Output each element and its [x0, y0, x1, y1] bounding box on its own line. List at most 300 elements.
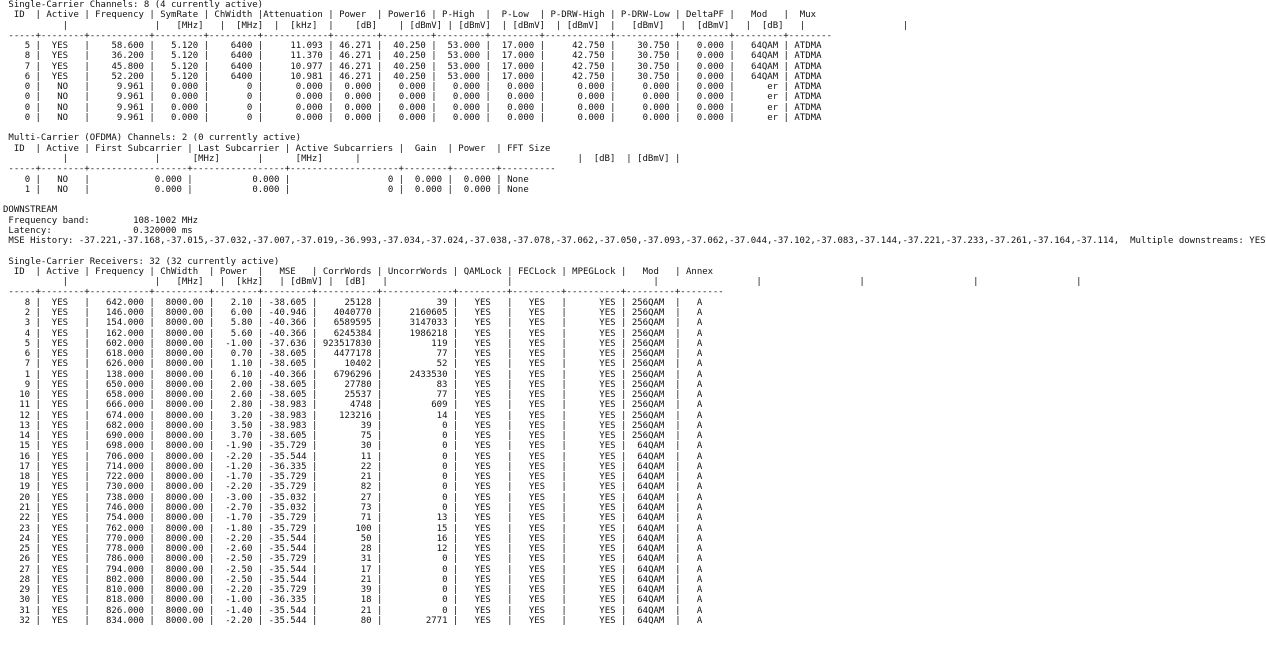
column-header: [MHz] — [176, 277, 204, 288]
table-cell: A — [696, 585, 703, 596]
table-cell: 64QAM — [637, 472, 665, 483]
table-cell: 762.000 — [106, 523, 144, 534]
table-cell: -40.366 — [268, 328, 307, 339]
table-cell: YES — [599, 574, 616, 585]
table-cell: 64QAM — [637, 595, 665, 606]
table-cell: 64QAM — [637, 544, 665, 555]
table-cell: YES — [528, 585, 546, 596]
table-cell: A — [696, 297, 703, 308]
table-cell: 0.000 — [295, 82, 323, 93]
table-cell: YES — [51, 585, 69, 596]
column-header: P-High — [442, 10, 475, 21]
table-cell: 256QAM — [631, 359, 665, 370]
table-cell: 12 — [19, 410, 31, 421]
table-cell: 64QAM — [751, 41, 779, 52]
table-cell: 3.50 — [230, 420, 253, 431]
table-cell: A — [696, 595, 703, 606]
table-row: 0 | NO | 9.961 | 0.000 | 0 | 0.000 | 0.000 | 0.000 | 0.000 | 0.000 | 0.000 | 0.000 | 0.000 | er | ATDMA — [24, 102, 822, 113]
table-cell: YES — [599, 307, 616, 318]
table-cell: YES — [51, 492, 69, 503]
table-cell: 658.000 — [106, 390, 144, 401]
table-cell: YES — [474, 461, 491, 472]
column-header: Active — [46, 266, 79, 277]
column-header: [dBmV] — [512, 20, 546, 31]
table-cell: A — [696, 318, 703, 329]
table-cell: YES — [474, 503, 491, 514]
table-cell: 4748 — [349, 400, 372, 411]
table-row: 31 | YES | 826.000 | 8000.00 | -1.40 | -35.544 | 21 | 0 | YES | YES | YES | 64QAM | A — [19, 605, 703, 616]
table-cell: 0.000 — [171, 82, 199, 93]
table-cell: 8000.00 — [165, 400, 204, 411]
table-cell: YES — [474, 431, 491, 442]
table-row: 4 | YES | 162.000 | 8000.00 | 5.60 | -40.366 | 6245384 | 1986218 | YES | YES | YES | 256QAM | A — [24, 328, 703, 339]
table-cell: 64QAM — [637, 523, 665, 534]
table-cell: 0.000 — [295, 92, 323, 103]
table-cell: A — [696, 369, 703, 380]
table-cell: YES — [599, 400, 616, 411]
table-cell: YES — [474, 523, 491, 534]
upstream_ofdma-units: | | [MHz] | [MHz] | | [dB] | [dBmV] | — [62, 153, 681, 164]
table-cell: 0 — [246, 82, 253, 93]
table-cell: 1 — [24, 184, 31, 195]
table-cell: 71 — [360, 513, 372, 524]
column-header: [dBmV] — [458, 20, 491, 31]
blank — [3, 123, 1266, 133]
table-cell: ATDMA — [794, 51, 822, 62]
table-cell: 0.000 — [642, 82, 670, 93]
table-row: 0 | NO | 9.961 | 0.000 | 0 | 0.000 | 0.000 | 0.000 | 0.000 | 0.000 | 0.000 | 0.000 | 0.000 | er | ATDMA — [24, 92, 822, 103]
table-cell: YES — [528, 307, 546, 318]
table-cell: 256QAM — [631, 390, 665, 401]
table-cell: 256QAM — [631, 369, 665, 380]
table-cell: 64QAM — [637, 605, 665, 616]
column-header: [dB] — [761, 20, 784, 31]
table-row: 25 | YES | 778.000 | 8000.00 | -2.60 | -35.544 | 28 | 12 | YES | YES | YES | 64QAM | A — [19, 544, 703, 555]
table-cell: ATDMA — [794, 112, 822, 123]
table-cell: YES — [51, 605, 69, 616]
table-cell: 0.000 — [696, 61, 724, 72]
column-header: ID — [13, 10, 25, 21]
table-cell: A — [696, 554, 703, 565]
column-header: Power — [219, 266, 247, 277]
table-cell: 40.250 — [393, 41, 426, 52]
table-cell: 8000.00 — [165, 533, 204, 544]
table-cell: YES — [528, 369, 546, 380]
table-cell: 16 — [19, 451, 31, 462]
table-cell: 0.000 — [344, 82, 372, 93]
table-cell: 8000.00 — [165, 328, 204, 339]
table-cell: 14 — [436, 410, 448, 421]
table-cell: 8000.00 — [165, 349, 204, 360]
table-cell: A — [696, 431, 703, 442]
table-cell: A — [696, 461, 703, 472]
table-cell: 0.000 — [696, 102, 724, 113]
table-cell: 40.250 — [393, 51, 426, 62]
mse-history-values: -37.221,-37.168,-37.015,-37.032,-37.007,-37.019,-36.993,-37.034,-37.024,-37.038,-37.078,-37.062,-37.050,-37.093,-37.062,-37.044,-37.102,-37.083,-37.144,-37.221,-37.233,-37.261,-37.164,-37.114, — [78, 236, 1120, 247]
section-title: Multi-Carrier (OFDMA) Channels: 2 (0 currently active) — [8, 133, 302, 144]
table-cell: YES — [599, 492, 616, 503]
table-cell: 810.000 — [106, 585, 144, 596]
column-header: ID — [13, 143, 25, 154]
table-cell: 80 — [360, 615, 372, 626]
table-cell: 19 — [19, 482, 31, 493]
table-cell: 0.70 — [230, 349, 253, 360]
table-cell: 8000.00 — [165, 431, 204, 442]
table-cell: 0.000 — [452, 112, 480, 123]
table-cell: 256QAM — [631, 349, 665, 360]
table-cell: 8000.00 — [165, 441, 204, 452]
table-cell: 0.000 — [577, 102, 605, 113]
table-cell: YES — [599, 318, 616, 329]
table-row: 1 | NO | 0.000 | 0.000 | 0 | 0.000 | 0.000 | None — [24, 184, 529, 195]
table-cell: 30.750 — [637, 71, 670, 82]
table-cell: YES — [599, 503, 616, 514]
table-cell: -35.729 — [268, 472, 307, 483]
table-cell: 2.60 — [230, 390, 253, 401]
table-cell: 46.271 — [339, 51, 372, 62]
table-cell: 256QAM — [631, 431, 665, 442]
table-cell: 31 — [19, 605, 31, 616]
table-cell: YES — [474, 318, 491, 329]
table-cell: YES — [474, 359, 491, 370]
table-cell: YES — [51, 574, 69, 585]
table-cell: 642.000 — [106, 297, 144, 308]
table-cell: 4040770 — [333, 307, 372, 318]
table-cell: 0 — [442, 431, 448, 442]
table-cell: YES — [528, 574, 546, 585]
table-cell: 2.10 — [230, 297, 253, 308]
table-cell: 46.271 — [339, 61, 372, 72]
table-cell: 17 — [19, 461, 31, 472]
table-cell: 100 — [355, 523, 372, 534]
table-cell: YES — [599, 349, 616, 360]
column-header: [MHz] — [192, 153, 220, 164]
table-cell: 666.000 — [106, 400, 144, 411]
table-cell: 9.961 — [116, 102, 144, 113]
frequency-band-value: 108-1002 MHz — [133, 215, 199, 226]
table-cell: YES — [599, 338, 616, 349]
table-cell: YES — [51, 461, 69, 472]
table-cell: YES — [474, 605, 491, 616]
table-cell: 3147033 — [409, 318, 448, 329]
table-cell: ATDMA — [794, 92, 822, 103]
table-cell: YES — [51, 400, 69, 411]
table-cell: YES — [599, 533, 616, 544]
table-cell: 2771 — [425, 615, 448, 626]
column-header: First Subcarrier — [95, 143, 182, 154]
table-cell: YES — [474, 307, 491, 318]
table-row: 7 | YES | 45.800 | 5.120 | 6400 | 10.977 | 46.271 | 40.250 | 53.000 | 17.000 | 42.750 | 30.750 | 0.000 | 64QAM | ATDMA — [24, 61, 822, 72]
frequency-band-label: Frequency band: — [8, 215, 90, 226]
table-cell: -40.366 — [268, 369, 307, 380]
table-cell: YES — [51, 533, 69, 544]
table-cell: 10.977 — [290, 61, 323, 72]
table-cell: 0 — [246, 112, 253, 123]
table-cell: YES — [51, 359, 69, 370]
column-header: Power — [458, 143, 486, 154]
table-row: 26 | YES | 786.000 | 8000.00 | -2.50 | -35.729 | 31 | 0 | YES | YES | YES | 64QAM | A — [19, 554, 703, 565]
table-cell: 11.093 — [290, 41, 323, 52]
table-cell: -35.544 — [268, 544, 307, 555]
table-cell: YES — [528, 554, 546, 565]
table-cell: 6796296 — [333, 369, 372, 380]
upstream_sc-units: | | [MHz] | [MHz] | [kHz] | [dB] | [dBmV] | [dBmV] | [dBmV] | [dBmV] | [dBmV] | [dBmV] | [dB] | | — [62, 20, 909, 31]
table-cell: 28 — [19, 574, 31, 585]
table-cell: A — [696, 513, 703, 524]
table-cell: 0.000 — [398, 82, 426, 93]
table-cell: -1.70 — [225, 472, 253, 483]
table-cell: YES — [528, 441, 546, 452]
table-cell: 256QAM — [631, 297, 665, 308]
table-cell: 8000.00 — [165, 338, 204, 349]
table-cell: 45.800 — [111, 61, 144, 72]
table-cell: -38.983 — [268, 420, 307, 431]
table-cell: YES — [599, 482, 616, 493]
table-cell: A — [696, 615, 703, 626]
table-cell: 64QAM — [637, 615, 665, 626]
column-header: [MHz] — [236, 20, 264, 31]
table-cell: 46.271 — [339, 41, 372, 52]
column-header: DeltaPF — [685, 10, 724, 21]
table-cell: YES — [474, 564, 491, 575]
table-cell: 0.000 — [398, 102, 426, 113]
table-row: 12 | YES | 674.000 | 8000.00 | 3.20 | -38.983 | 123216 | 14 | YES | YES | YES | 256QAM | A — [19, 410, 703, 421]
table-cell: 8000.00 — [165, 554, 204, 565]
table-cell: -2.20 — [225, 482, 253, 493]
table-cell: YES — [599, 297, 616, 308]
table-cell: A — [696, 390, 703, 401]
table-cell: 0.000 — [171, 112, 199, 123]
table-cell: 0.000 — [696, 112, 724, 123]
table-cell: -35.729 — [268, 441, 307, 452]
table-cell: -35.032 — [268, 503, 307, 514]
table-cell: 64QAM — [751, 61, 779, 72]
table-cell: 4 — [24, 328, 31, 339]
table-cell: 5.120 — [171, 51, 199, 62]
table-cell: YES — [599, 379, 616, 390]
table-cell: YES — [528, 390, 546, 401]
table-cell: 3.70 — [230, 431, 253, 442]
table-cell: A — [696, 328, 703, 339]
table-cell: 8 — [24, 297, 31, 308]
table-cell: 1 — [24, 369, 31, 380]
table-cell: 6400 — [230, 71, 253, 82]
table-cell: YES — [474, 420, 491, 431]
table-row: 30 | YES | 818.000 | 8000.00 | -1.00 | -36.335 | 18 | 0 | YES | YES | YES | 64QAM | A — [19, 595, 703, 606]
table-cell: -2.60 — [225, 544, 253, 555]
table-cell: -38.605 — [268, 359, 307, 370]
table-cell: 64QAM — [637, 492, 665, 503]
table-cell: A — [696, 605, 703, 616]
column-header: Gain — [414, 143, 437, 154]
table-cell: 8000.00 — [165, 297, 204, 308]
column-header: Power — [339, 10, 367, 21]
table-row: 27 | YES | 794.000 | 8000.00 | -2.50 | -35.544 | 17 | 0 | YES | YES | YES | 64QAM | A — [19, 564, 703, 575]
table-cell: YES — [51, 379, 69, 390]
table-cell: 31 — [360, 554, 372, 565]
table-cell: YES — [528, 461, 546, 472]
table-cell: 2.80 — [230, 400, 253, 411]
table-cell: 64QAM — [637, 554, 665, 565]
table-cell: YES — [474, 349, 491, 360]
table-cell: 0.000 — [696, 71, 724, 82]
table-row: 13 | YES | 682.000 | 8000.00 | 3.50 | -38.983 | 39 | 0 | YES | YES | YES | 256QAM | A — [19, 420, 703, 431]
table-cell: 256QAM — [631, 338, 665, 349]
table-cell: -40.366 — [268, 318, 307, 329]
table-row: 5 | YES | 602.000 | 8000.00 | -1.00 | -37.636 | 923517830 | 119 | YES | YES | YES | 256QAM | A — [24, 338, 703, 349]
table-cell: NO — [57, 184, 69, 195]
column-header: P-Low — [501, 10, 529, 21]
table-cell: 20 — [19, 492, 31, 503]
table-cell: 698.000 — [106, 441, 144, 452]
table-cell: A — [696, 307, 703, 318]
table-cell: 9.961 — [116, 82, 144, 93]
table-cell: 10 — [19, 390, 31, 401]
table-cell: 256QAM — [631, 400, 665, 411]
column-header: Frequency — [95, 266, 144, 277]
table-cell: 64QAM — [751, 51, 779, 62]
table-cell: YES — [528, 379, 546, 390]
table-cell: 2160605 — [409, 307, 448, 318]
table-cell: YES — [51, 595, 69, 606]
table-cell: -2.20 — [225, 585, 253, 596]
table-row: 9 | YES | 650.000 | 8000.00 | 2.00 | -38.605 | 27780 | 83 | YES | YES | YES | 256QAM | A — [24, 379, 703, 390]
table-cell: 754.000 — [106, 513, 144, 524]
table-cell: 64QAM — [637, 574, 665, 585]
table-cell: YES — [474, 410, 491, 421]
table-cell: 674.000 — [106, 410, 144, 421]
table-cell: YES — [51, 410, 69, 421]
table-cell: 82 — [360, 482, 372, 493]
table-cell: YES — [51, 544, 69, 555]
table-cell: -3.00 — [225, 492, 253, 503]
table-cell: -35.729 — [268, 513, 307, 524]
table-cell: 26 — [19, 554, 31, 565]
table-row: 0 | NO | 9.961 | 0.000 | 0 | 0.000 | 0.000 | 0.000 | 0.000 | 0.000 | 0.000 | 0.000 | 0.000 | er | ATDMA — [24, 112, 822, 123]
table-cell: YES — [51, 349, 69, 360]
table-row: 23 | YES | 762.000 | 8000.00 | -1.80 | -35.729 | 100 | 15 | YES | YES | YES | 64QAM | A — [19, 523, 703, 534]
downstream_sc-separator: -----+--------+-----------+----------+--------+---------+-----------+-------------+---------+---------+----------+---------+-------- — [3, 287, 724, 298]
table-cell: 0 — [387, 174, 394, 185]
table-cell: YES — [474, 544, 491, 555]
table-cell: 0.000 — [398, 92, 426, 103]
column-header: Mod — [751, 10, 768, 21]
table-cell: 3.20 — [230, 410, 253, 421]
downstream_sc-title — [3, 257, 1266, 267]
table-cell: -2.50 — [225, 564, 253, 575]
table-cell: YES — [51, 420, 69, 431]
table-cell: YES — [474, 513, 491, 524]
table-cell: YES — [528, 400, 546, 411]
column-header: P-DRW-High — [550, 10, 605, 21]
table-cell: 53.000 — [447, 71, 481, 82]
table-cell: 6400 — [230, 51, 253, 62]
table-cell: 8000.00 — [165, 318, 204, 329]
table-cell: A — [696, 492, 703, 503]
table-cell: -35.729 — [268, 554, 307, 565]
table-cell: YES — [51, 61, 69, 72]
table-row: 15 | YES | 698.000 | 8000.00 | -1.90 | -35.729 | 30 | 0 | YES | YES | YES | 64QAM | A — [19, 441, 703, 452]
table-row: 32 | YES | 834.000 | 8000.00 | -2.20 | -35.544 | 80 | 2771 | YES | YES | YES | 64QAM | A — [19, 615, 703, 626]
table-cell: 0.000 — [171, 102, 199, 113]
column-header: [dBmV] — [631, 20, 665, 31]
table-cell: 0.000 — [507, 112, 535, 123]
table-cell: YES — [474, 379, 491, 390]
table-cell: 6400 — [230, 61, 253, 72]
table-cell: YES — [528, 533, 546, 544]
table-cell: YES — [599, 369, 616, 380]
table-cell: YES — [528, 318, 546, 329]
table-cell: -38.605 — [268, 390, 307, 401]
table-cell: 690.000 — [106, 431, 144, 442]
table-cell: A — [696, 533, 703, 544]
blank — [3, 246, 1266, 256]
table-cell: 8000.00 — [165, 595, 204, 606]
upstream_ofdma-separator: -----+--------+------------------+-----------------+--------------------+--------+--------+---------- — [3, 164, 556, 175]
table-cell: 8000.00 — [165, 359, 204, 370]
table-cell: 794.000 — [106, 564, 144, 575]
table-row: 14 | YES | 690.000 | 8000.00 | 3.70 | -38.605 | 75 | 0 | YES | YES | YES | 256QAM | A — [19, 431, 703, 442]
table-cell: 8000.00 — [165, 472, 204, 483]
table-cell: YES — [51, 441, 69, 452]
table-cell: -38.605 — [268, 349, 307, 360]
table-cell: YES — [528, 328, 546, 339]
table-cell: 30 — [19, 595, 31, 606]
table-cell: YES — [599, 523, 616, 534]
table-cell: A — [696, 400, 703, 411]
table-cell: ATDMA — [794, 41, 822, 52]
table-cell: 25537 — [344, 390, 372, 401]
table-cell: 8000.00 — [165, 564, 204, 575]
table-cell: 7 — [24, 61, 31, 72]
table-cell: 11.370 — [290, 51, 323, 62]
table-cell: -35.544 — [268, 574, 307, 585]
table-cell: -1.90 — [225, 441, 253, 452]
table-cell: -35.032 — [268, 492, 307, 503]
table-cell: 64QAM — [637, 451, 665, 462]
table-cell: YES — [528, 513, 546, 524]
table-cell: -2.70 — [225, 503, 253, 514]
table-cell: 77 — [436, 390, 448, 401]
table-cell: 30.750 — [637, 51, 670, 62]
table-cell: 2.00 — [230, 379, 253, 390]
table-cell: 18 — [19, 472, 31, 483]
table-row: 8 | YES | 36.200 | 5.120 | 6400 | 11.370 | 46.271 | 40.250 | 53.000 | 17.000 | 42.750 | 30.750 | 0.000 | 64QAM | ATDMA — [24, 51, 822, 62]
blank — [3, 195, 1266, 205]
table-cell: 602.000 — [106, 338, 144, 349]
table-cell: YES — [528, 431, 546, 442]
table-cell: 8000.00 — [165, 585, 204, 596]
column-header: [dBmV] — [696, 20, 730, 31]
table-row: 22 | YES | 754.000 | 8000.00 | -1.70 | -35.729 | 71 | 13 | YES | YES | YES | 64QAM | A — [19, 513, 703, 524]
table-cell: YES — [51, 41, 69, 52]
table-cell: YES — [599, 472, 616, 483]
table-cell: YES — [599, 461, 616, 472]
table-cell: 12 — [436, 544, 448, 555]
upstream_sc-title — [3, 0, 1266, 10]
table-cell: 0 — [442, 605, 448, 616]
table-cell: 119 — [431, 338, 448, 349]
section-heading: DOWNSTREAM — [3, 205, 58, 216]
table-cell: 27 — [360, 492, 372, 503]
table-cell: 2 — [24, 307, 31, 318]
section-title: Single-Carrier Receivers: 32 (32 currently active) — [8, 256, 280, 267]
table-cell: YES — [474, 297, 491, 308]
table-cell: 21 — [360, 605, 372, 616]
table-cell: 17 — [360, 564, 372, 575]
table-cell: 8000.00 — [165, 523, 204, 534]
table-cell: 9 — [24, 379, 31, 390]
